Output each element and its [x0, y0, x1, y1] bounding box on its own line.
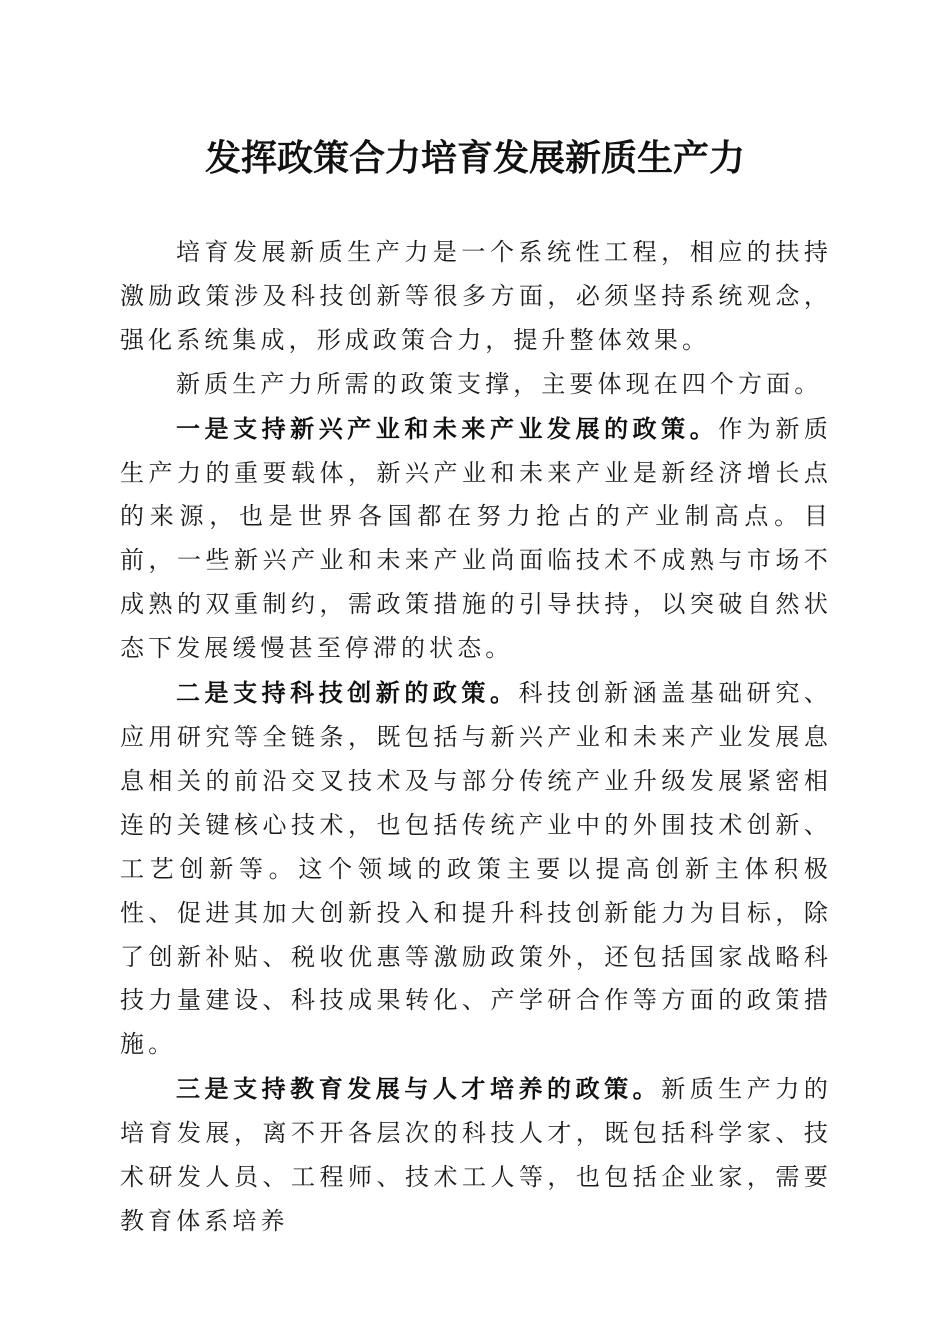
- document-title: 发挥政策合力培育发展新质生产力: [204, 137, 745, 179]
- paragraph-text: 作为新质生产力的重要载体，新兴产业和未来产业是新经济增长点的来源，也是世界各国都在努力抢占的产业制高点。目前，一些新兴产业和未来产业尚面临技术不成熟与市场不成熟的双重制约，需政策措施的引导扶持，以突破自然状态下发展缓慢甚至停滞的状态。: [120, 414, 832, 663]
- paragraph-text: 培育发展新质生产力是一个系统性工程，相应的扶持激励政策涉及科技创新等很多方面，必须坚持系统观念，强化系统集成，形成政策合力，提升整体效果。: [120, 238, 832, 354]
- paragraph-intro: [120, 231, 832, 363]
- paragraph-lead: 三是支持教育发展与人才培养的政策。: [176, 1074, 662, 1104]
- paragraph-lead: 二是支持科技创新的政策。: [176, 678, 519, 708]
- paragraph-policy-two: [120, 671, 832, 1067]
- paragraph-text: 新质生产力的培育发展，离不开各层次的科技人才，既包括科学家、技术研发人员、工程师、技术工人等，也包括企业家，需要教育体系培养: [120, 1075, 832, 1235]
- paragraph-overview: [120, 363, 832, 407]
- document-body: [120, 231, 832, 1244]
- paragraph-policy-one: [120, 407, 832, 671]
- paragraph-text: 科技创新涵盖基础研究、应用研究等全链条，既包括与新兴产业和未来产业发展息息相关的前沿交叉技术及与部分传统产业升级发展紧密相连的关键核心技术，也包括传统产业中的外围技术创新、工艺创新等。这个领域的政策主要以提高创新主体积极性、促进其加大创新投入和提升科技创新能力为目标，除了创新补贴、税收优惠等激励政策外，还包括国家战略科技力量建设、科技成果转化、产学研合作等方面的政策措施。: [120, 679, 832, 1059]
- paragraph-lead: 一是支持新兴产业和未来产业发展的政策。: [176, 413, 719, 443]
- paragraph-text: 新质生产力所需的政策支撑，主要体现在四个方面。: [176, 369, 823, 398]
- paragraph-policy-three: [120, 1067, 832, 1244]
